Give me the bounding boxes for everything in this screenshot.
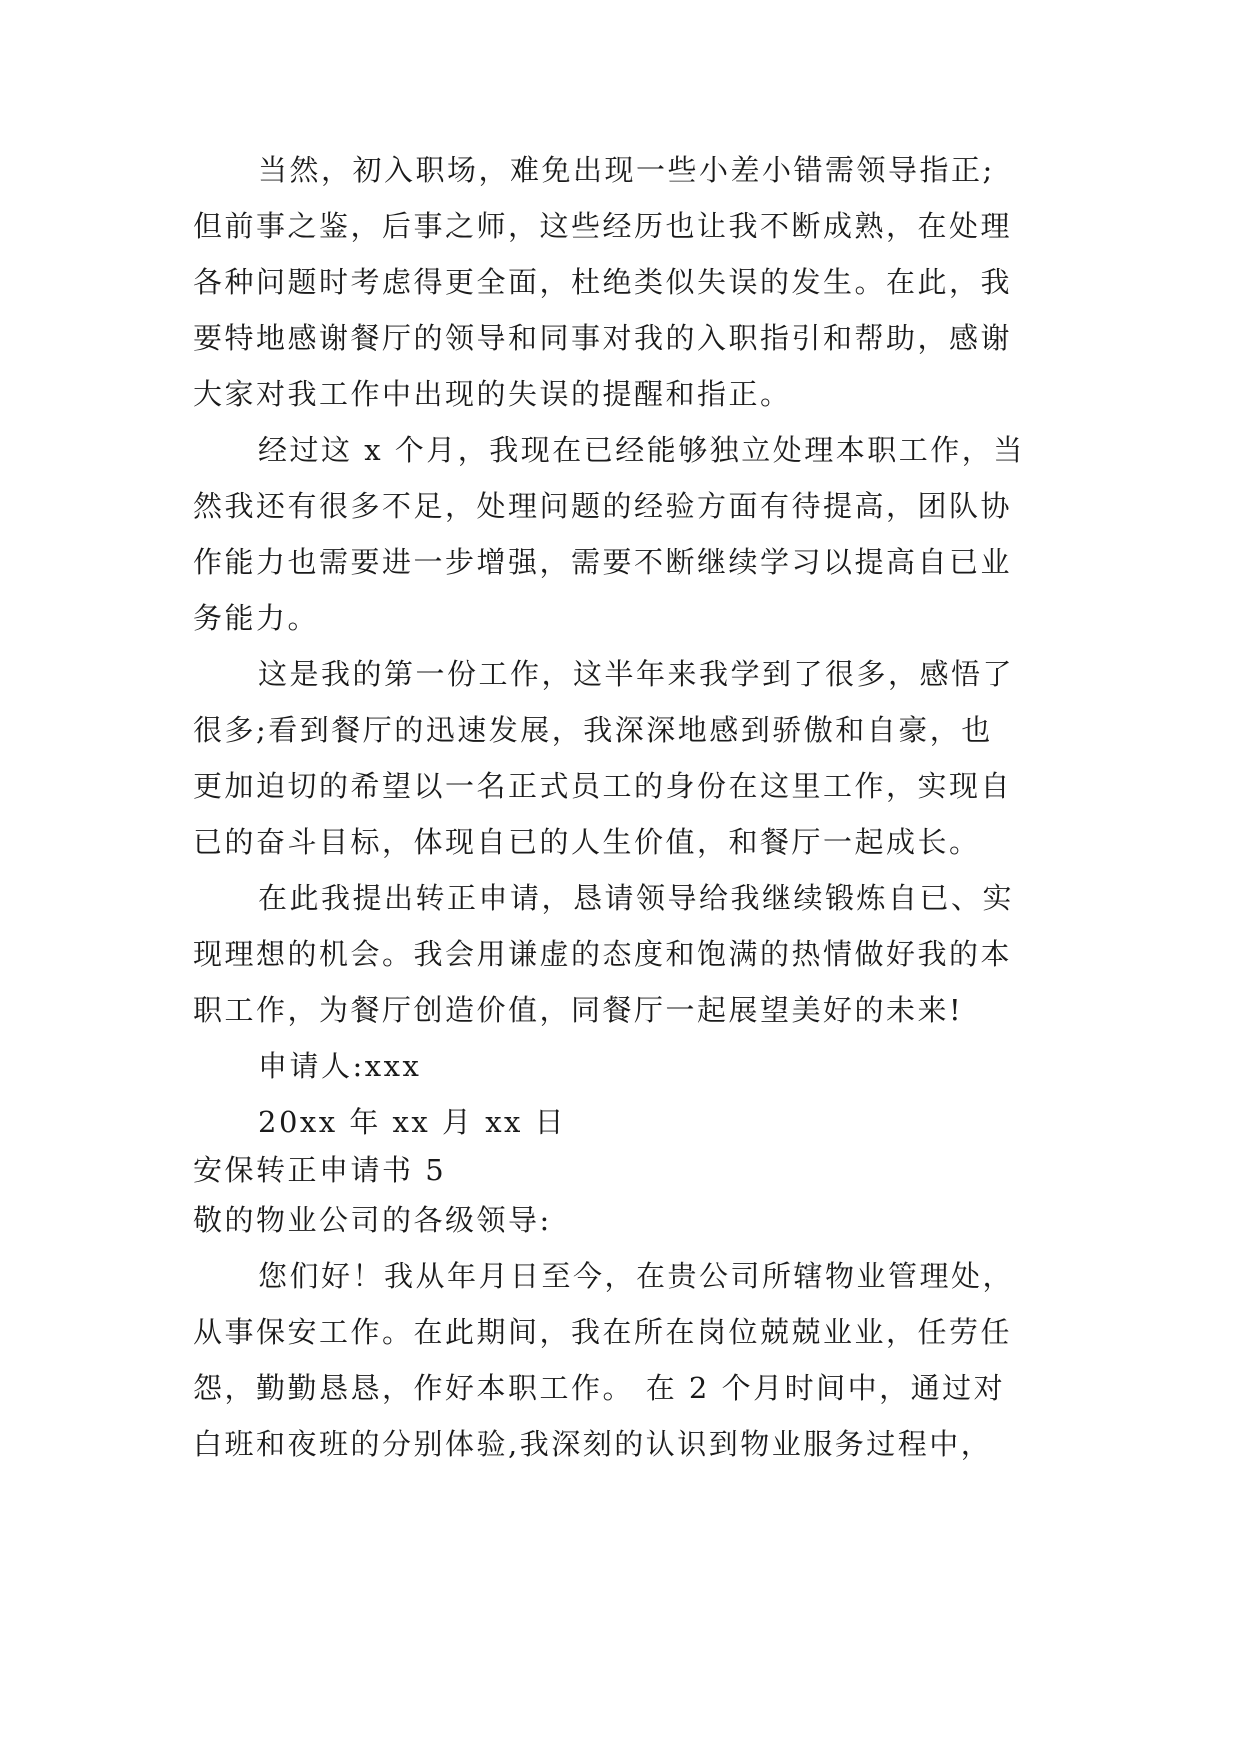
signature-date: 20xx 年 xx 月 xx 日 — [258, 1105, 567, 1139]
paragraph-line: 现理想的机会。我会用谦虚的态度和饱满的热情做好我的本 — [193, 937, 1013, 971]
paragraph-line: 然我还有很多不足，处理问题的经验方面有待提高，团队协 — [193, 489, 1013, 523]
paragraph-line: 职工作，为餐厅创造价值，同餐厅一起展望美好的未来! — [193, 993, 964, 1027]
paragraph-line: 各种问题时考虑得更全面，杜绝类似失误的发生。在此，我 — [193, 265, 1013, 299]
section-title: 安保转正申请书 5 — [193, 1153, 447, 1187]
paragraph-line: 当然，初入职场，难免出现一些小差小错需领导指正; — [258, 153, 995, 187]
paragraph-line: 要特地感谢餐厅的领导和同事对我的入职指引和帮助，感谢 — [193, 321, 1013, 355]
paragraph-line: 您们好！我从年月日至今，在贵公司所辖物业管理处， — [258, 1259, 1015, 1293]
paragraph-line: 务能力。 — [193, 601, 320, 635]
paragraph-line: 更加迫切的希望以一名正式员工的身份在这里工作，实现自 — [193, 769, 1013, 803]
paragraph-line: 经过这 x 个月，我现在已经能够独立处理本职工作，当 — [258, 433, 1025, 467]
paragraph-line: 从事保安工作。在此期间，我在所在岗位兢兢业业，任劳任 — [193, 1315, 1013, 1349]
paragraph-line: 但前事之鉴，后事之师，这些经历也让我不断成熟，在处理 — [193, 209, 1013, 243]
signature-applicant: 申请人:xxx — [258, 1049, 422, 1083]
paragraph-line: 怨，勤勤恳恳，作好本职工作。 在 2 个月时间中，通过对 — [193, 1371, 1006, 1405]
paragraph-line: 在此我提出转正申请，恳请领导给我继续锻炼自已、实 — [258, 881, 1015, 915]
paragraph-line: 大家对我工作中出现的失误的提醒和指正。 — [193, 377, 792, 411]
salutation: 敬的物业公司的各级领导: — [193, 1203, 552, 1237]
paragraph-line: 已的奋斗目标，体现自已的人生价值，和餐厅一起成长。 — [193, 825, 981, 859]
paragraph-line: 这是我的第一份工作，这半年来我学到了很多，感悟了 — [258, 657, 1015, 691]
paragraph-line: 作能力也需要进一步增强，需要不断继续学习以提高自已业 — [193, 545, 1013, 579]
paragraph-line: 很多;看到餐厅的迅速发展，我深深地感到骄傲和自豪，也 — [193, 713, 993, 747]
paragraph-line: 白班和夜班的分别体验,我深刻的认识到物业服务过程中， — [193, 1427, 993, 1461]
